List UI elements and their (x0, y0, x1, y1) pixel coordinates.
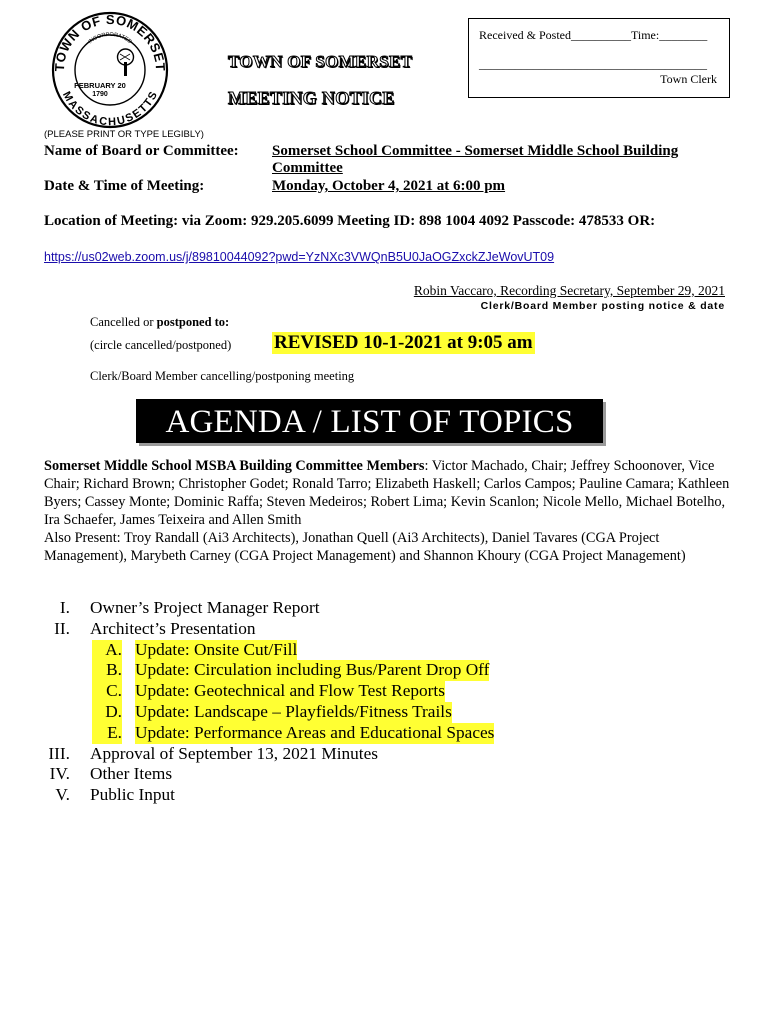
board-value-line2: Committee (272, 160, 343, 176)
agenda-item-text: Other Items (90, 764, 173, 784)
cancel-caption: Clerk/Board Member cancelling/postponing meeting (90, 369, 355, 383)
board-value (272, 143, 678, 177)
agenda-sub-item-letter: E. (92, 723, 122, 744)
agenda-sub-item-text: Update: Onsite Cut/Fill (135, 639, 298, 659)
agenda-sub-item-text: Update: Geotechnical and Flow Test Reports (135, 681, 445, 701)
print-legibly-note: (PLEASE PRINT OR TYPE LEGIBLY) (44, 129, 204, 140)
agenda-item-number: IV. (49, 764, 70, 784)
agenda-item-number: III. (48, 743, 70, 763)
seal-date-line2: 1790 (92, 91, 108, 98)
agenda-sub-item-letter: A. (92, 640, 122, 661)
meeting-location: Location of Meeting: via Zoom: 929.205.6099 Meeting ID: 898 1004 4092 Passcode: 478533 OR: (44, 213, 656, 229)
agenda-item-number: II. (54, 618, 70, 638)
agenda-item-text: Approval of September 13, 2021 Minutes (90, 743, 378, 763)
agenda-item-text: Architect’s Presentation (90, 618, 256, 638)
svg-text:MASSACHUSETTS (60, 90, 160, 129)
stamp-blank-line: ______________________________________ (479, 57, 707, 71)
also-present: Also Present: Troy Randall (Ai3 Architects), Jonathan Quell (Ai3 Architects), Daniel Tavares (CGA Project Management), Marybeth Carney (CGA Project Management) and Shannon Khoury (CGA Project Management) (44, 530, 686, 564)
members-heading: Somerset Middle School MSBA Building Committee Members (44, 458, 425, 474)
agenda-item-text: Owner’s Project Manager Report (90, 598, 320, 617)
agenda-title: AGENDA / LIST OF TOPICS (165, 404, 574, 440)
seal-bottom-text: MASSACHUSETTS (59, 89, 161, 129)
revised-notice: REVISED 10-1-2021 at 9:05 am (274, 332, 533, 353)
members-heading-colon: : (424, 458, 432, 474)
members-list: Victor Machado, Chair; Jeffrey Schoonover, Vice Chair; Richard Brown; Christopher Godet; Ronald Tarro; Elizabeth Haskell; Carlos Campos; Pauline Camara; Kathleen Byers; Cassey Monte; Dominic Raffa; Steven Medeiros; Robert Lima; Kevin Scanlon; Nicole Mello, Michael Botelho, Ira Schaefer, James Teixeira and Allen Smith (44, 458, 730, 528)
members-paragraph (44, 457, 734, 529)
board-value-line1: Somerset School Committee - Somerset Middle School Building (272, 143, 679, 159)
agenda-sub-item-text: Update: Circulation including Bus/Parent Drop Off (135, 660, 490, 680)
agenda-banner (136, 399, 603, 443)
town-seal-graphic (50, 10, 170, 130)
seal-tree-icon (118, 49, 134, 76)
received-posted-line: Received & Posted__________Time:________ (479, 28, 708, 42)
town-seal (50, 10, 170, 130)
seal-inner-text: INCORPORATED (87, 31, 133, 46)
meeting-notice-heading: MEETING NOTICE (228, 88, 395, 108)
datetime-label: Date & Time of Meeting: (44, 178, 205, 194)
town-clerk-label: Town Clerk (660, 72, 717, 86)
zoom-link[interactable]: https://us02web.zoom.us/j/89810044092?pwd=YzNXc3VWQnB5U0JaOGZxckZJeWovUT09 (44, 250, 555, 264)
seal-top-text: TOWN OF SOMERSET (51, 11, 169, 72)
poster-caption: Clerk/Board Member posting notice & date (480, 300, 725, 312)
datetime-value: Monday, October 4, 2021 at 6:00 pm (272, 178, 506, 194)
committee-members (44, 457, 734, 565)
agenda-sub-item-letter: B. (92, 660, 122, 681)
circle-note: (circle cancelled/postponed) (90, 338, 232, 352)
svg-text:INCORPORATED (87, 32, 132, 45)
town-heading: TOWN OF SOMERSET (228, 52, 413, 71)
cancelled-label: Cancelled or (90, 315, 157, 329)
agenda-item-number: I. (59, 598, 70, 617)
received-stamp-box (468, 18, 730, 98)
poster-signature: Robin Vaccaro, Recording Secretary, September 29, 2021 (413, 283, 725, 298)
svg-text:TOWN OF SOMERSET (52, 12, 168, 72)
agenda-item-number: V. (55, 785, 70, 805)
agenda-sub-item-text: Update: Performance Areas and Educational Spaces (135, 722, 495, 742)
cancelled-postponed-label (90, 315, 229, 330)
agenda-sub-item-text: Update: Landscape – Playfields/Fitness Trails (135, 701, 452, 721)
seal-date-line1: FEBRUARY 20 (74, 81, 126, 90)
agenda-sub-item-letter: C. (92, 681, 122, 702)
postponed-label: postponed to: (156, 315, 230, 329)
board-label: Name of Board or Committee: (44, 143, 239, 159)
agenda-item-text: Public Input (90, 785, 175, 805)
agenda-sub-item-letter: D. (92, 702, 122, 723)
